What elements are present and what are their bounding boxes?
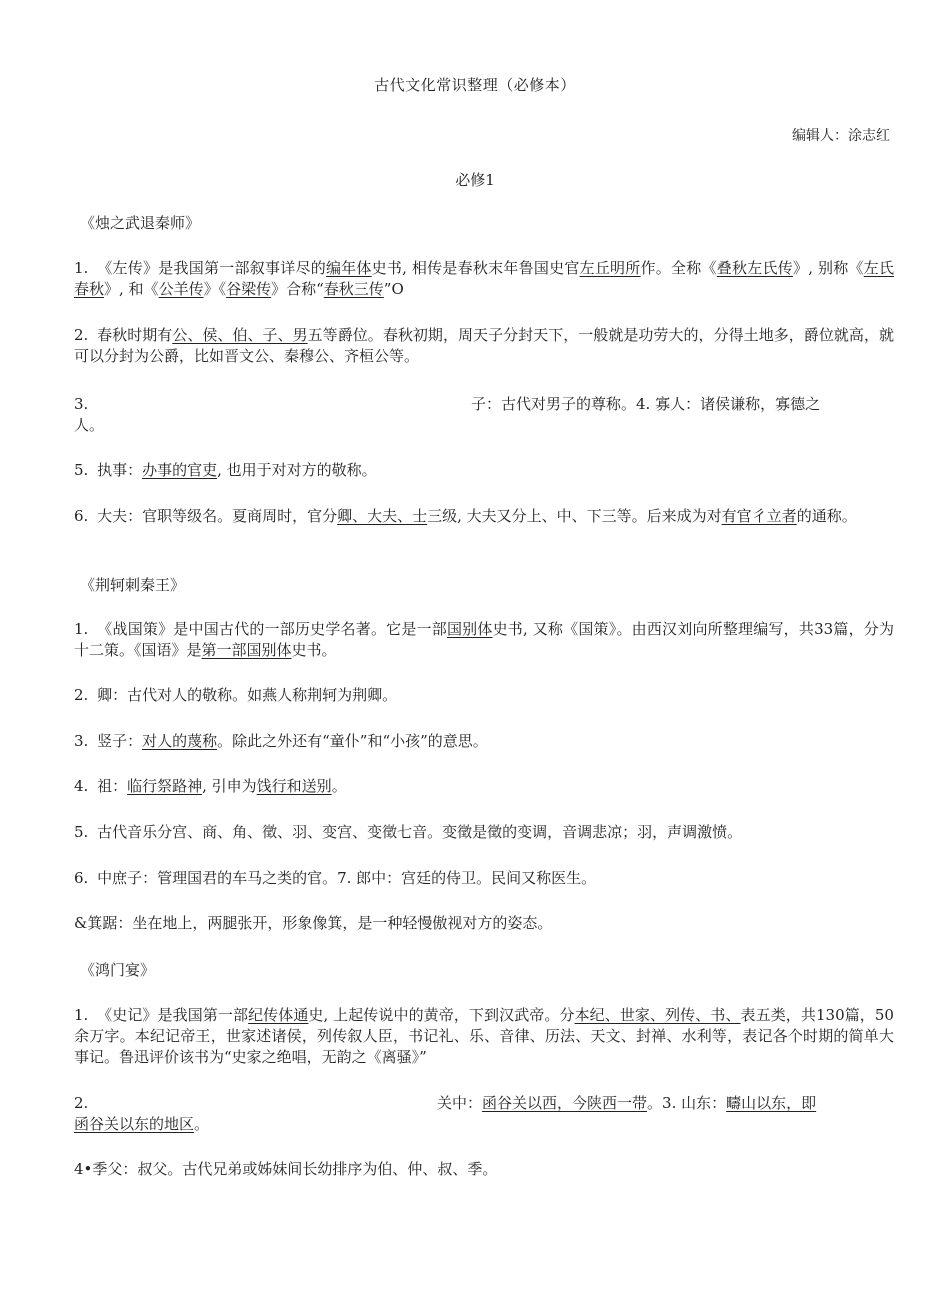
text: 史, 上起传说中的黄帝，下到汉武帝。分 [308,1006,575,1024]
book-title: 必修1 [455,171,495,189]
underlined-term: 临行祭路神 [127,777,203,795]
text: 。3. 山东： [647,1094,727,1112]
text: 《左传》是我国第一部叙事详尽的 [97,259,326,277]
underlined-term: 编年体 [325,259,372,277]
item-number: 6. [74,869,89,887]
paragraph-zuozhuan [74,258,894,300]
paragraph-zhishi [74,460,894,481]
underlined-term: 本纪、世家、列传、书、 [574,1006,741,1024]
paragraph-music [74,822,894,843]
paragraph-shiji [74,1005,894,1068]
underlined-term: 对人的蔑称 [142,732,218,750]
section-heading-jingke: 《荆轲刺秦王》 [80,576,186,594]
item-number: 6. [74,507,89,525]
paragraph-zi-guaren [74,394,894,438]
underlined-term: 纪传体通 [248,1006,309,1024]
underlined-term: 国别体 [446,620,493,638]
paragraph-jueweis [74,325,894,367]
paragraph-shuzi [74,731,894,752]
text: &箕踞：坐在地上，两腿张开，形象像箕，是一种轻慢傲视对方的姿态。 [74,914,553,932]
section-heading-zhuzhiwu: 《烛之武退秦师》 [80,214,201,232]
text: 表五类，共130篇，50余万字。本纪记帝王，世家述诸侯，列传叙人臣，书记礼、乐、音律、历法、天文、封禅、水利等，表记各个时期的简单大事记。鲁迅评价该书为“史家之绝唱，无韵之《离骚》” [74,1006,894,1066]
text: 执事： [97,461,143,479]
item-number: 1. [74,1006,89,1024]
paragraph-zhanguoce [74,619,894,661]
text: 三级, 大夫又分上、中、下三等。后来成为对 [427,507,722,525]
text: 春秋时期有 [97,326,173,344]
item-number: 2. [74,686,89,704]
underlined-term: 函谷关以东的地区 [74,1115,195,1133]
underlined-term: 谷梁传 [226,280,272,298]
text: 人。 [74,416,105,434]
text: ”O [383,280,404,298]
text: 史书, 相传是春秋末年鲁国史官 [371,259,580,277]
text: 中庶子：管理国君的车马之类的官。7. 郎中：宫廷的侍卫。民间又称医生。 [97,869,597,887]
text: 祖： [97,777,128,795]
text: , 也用于对对方的敬称。 [217,461,377,479]
text: 》, 别称《 [792,259,864,277]
underlined-term: 公羊传 [158,280,204,298]
text: 史书, 又称《国策》。由西汉刘向所整理编写，共33篇，分为十二策。《国语》是 [74,620,894,659]
text: 的通称。 [796,507,857,525]
text: 《史记》是我国第一部 [97,1006,249,1024]
item-number: 4. [74,777,89,795]
paragraph-guanzhong-shandong [74,1093,894,1137]
text: 4•季父：叔父。古代兄弟或姊妹间长幼排序为伯、仲、叔、季。 [74,1160,498,1178]
item-number: 5. [74,823,89,841]
item-number: 5. [74,461,89,479]
item-number: 3. [74,732,89,750]
underlined-term: 卿、大夫、士 [337,507,428,525]
underlined-term: 第一部国别体 [201,641,292,659]
underlined-term: 有官彳立者 [721,507,797,525]
paragraph-dafu [74,506,894,527]
underlined-term: 函谷关以西，今陕西一带 [482,1094,648,1112]
text: 竖子： [97,732,143,750]
text [74,1114,209,1135]
paragraph-zhongshuzi [74,868,894,889]
item-number: 3. [74,395,89,413]
text: 》合称“ [271,280,324,298]
item-number: 1. [74,259,89,277]
text: 《战国策》是中国古代的一部历史学名著。它是一部 [97,620,447,638]
text: 大夫：官职等级名。夏商周时，官分 [97,507,338,525]
paragraph-jiju [74,913,894,934]
text: , 引申为 [202,777,257,795]
underlined-term: 疇山以东，即 [726,1094,817,1112]
text: 关中： [437,1094,483,1112]
underlined-term: 办事的官吏 [142,461,218,479]
item-number: 2. [74,1094,89,1112]
underlined-term: 左丘明所 [579,259,641,277]
text [437,1093,816,1114]
paragraph-zu [74,776,894,797]
text: 。除此之外还有“童仆”和“小孩”的意思。 [217,732,488,750]
underlined-term: 春秋三传 [323,280,384,298]
text: 。 [194,1115,210,1133]
text: 古代音乐分宫、商、角、徵、羽、变宫、变徵七音。变徵是徵的变调，音调悲凉；羽，声调激愤。 [97,823,743,841]
text: 卿：古代对人的敬称。如燕人称荆轲为荆卿。 [97,686,398,704]
underlined-term: 公、侯、伯、子、男 [172,326,308,344]
section-heading-hongmenyan: 《鸿门宴》 [80,961,156,979]
underlined-term: 饯行和送别 [256,777,332,795]
editor-line: 编辑人：涂志红 [792,128,890,144]
text: 子：古代对男子的尊称。4. 寡人：诸侯谦称，寡德之 [471,395,821,413]
underlined-term: 叠秋左氏传 [716,259,793,277]
document-title: 古代文化常识整理（必修本） [374,76,576,94]
item-number: 1. [74,620,89,638]
paragraph-jifu [74,1159,894,1180]
text: 五等爵位。春秋初期，周天子分封天下，一般就是功劳大的，分得土地多，爵位就高，就可以分封为公爵，比如晋文公、秦穆公、齐桓公等。 [74,326,894,365]
item-number: 2. [74,326,89,344]
paragraph-qing [74,685,894,706]
text: 》, 和《 [104,280,159,298]
text: 作。全称《 [640,259,717,277]
text: 》《 [203,280,227,298]
text: 。 [331,777,347,795]
underlined-term: 左氏春秋 [74,259,894,298]
text: 史书。 [291,641,337,659]
